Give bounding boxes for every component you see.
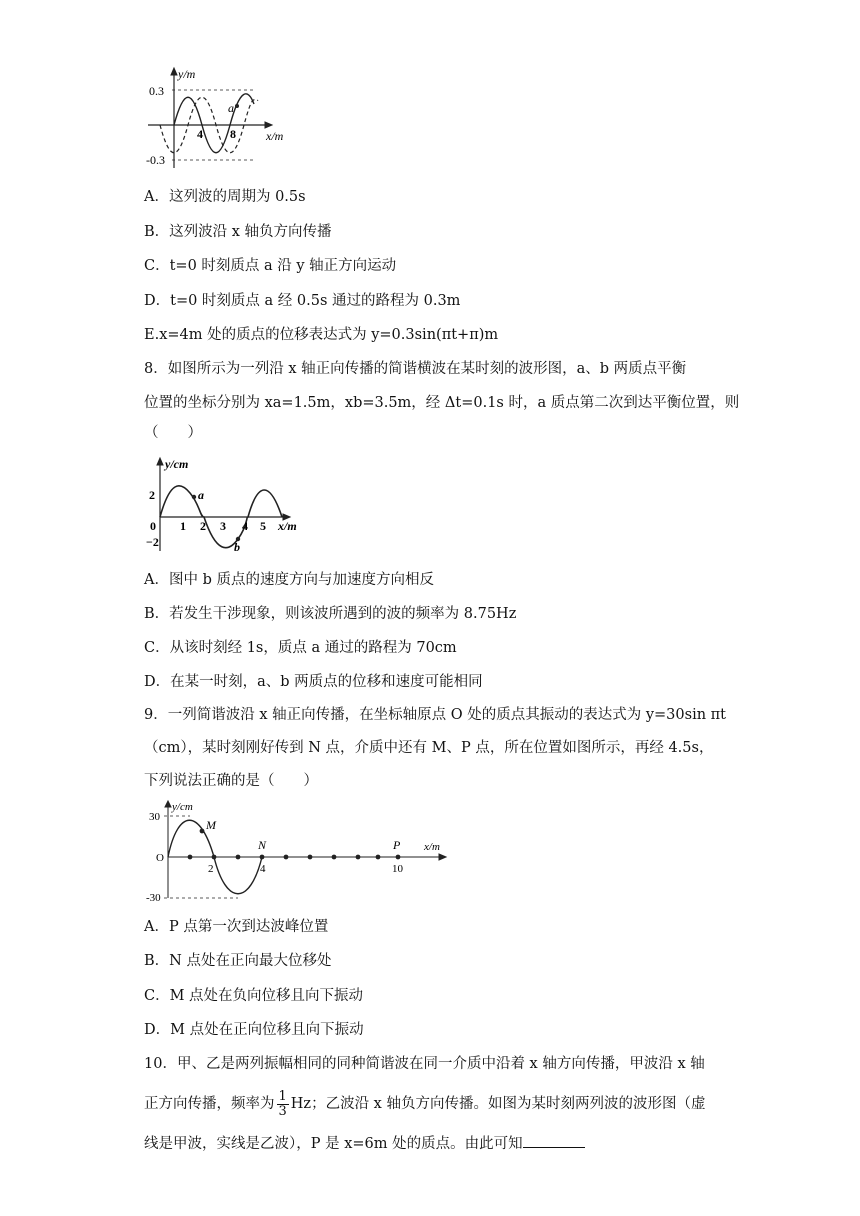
- q9-ytick-neg: -30: [146, 892, 161, 903]
- q8-xlabel: x/m: [278, 519, 297, 533]
- q10-line2-post: Hz；乙波沿 x 轴负方向传播。如图为某时刻两列波的波形图（虚: [290, 1096, 706, 1112]
- q9-xtick-10: 10: [392, 863, 403, 875]
- q8-ylabel: y/cm: [165, 457, 189, 471]
- q8-xtick-1: 1: [180, 519, 186, 533]
- q8-point-a: a: [198, 488, 204, 502]
- q8-ytick-neg: −2: [146, 535, 159, 549]
- q8-option-c: C．从该时刻经 1s，质点 a 通过的路程为 70cm: [144, 640, 457, 656]
- q10-line2-pre: 正方向传播，频率为: [144, 1096, 275, 1112]
- q10-frac-numerator: 1: [278, 1088, 287, 1104]
- q8-stem-line3: （ ）: [144, 425, 202, 441]
- q7-option-a: A．这列波的周期为 0.5s: [144, 189, 306, 205]
- q7-option-e: E.x=4m 处的质点的位移表达式为 y=0.3sin(πt+π)m: [144, 327, 499, 343]
- q9-stem-line2: （cm），某时刻刚好传到 N 点，介质中还有 M、P 点，所在位置如图所示，再经 4.5s，: [144, 740, 714, 756]
- q8-wave-figure: [144, 455, 304, 555]
- q10-line3-text: 线是甲波，实线是乙波），P 是 x=6m 处的质点。由此可知: [144, 1136, 523, 1152]
- q9-point-p: P: [393, 838, 401, 852]
- q9-option-c: C．M 点处在负向位移且向下振动: [144, 988, 364, 1004]
- q7-ylabel: y/m: [178, 67, 196, 81]
- q8-xtick-4: 4: [242, 519, 248, 533]
- q7-ytick-neg: -0.3: [146, 153, 165, 167]
- q7-ytick-pos: 0.3: [149, 84, 164, 98]
- q8-origin: 0: [150, 519, 156, 533]
- q9-option-b: B．N 点处在正向最大位移处: [144, 953, 332, 969]
- q9-xlabel: x/m: [424, 841, 440, 853]
- q8-option-d: D．在某一时刻，a、b 两质点的位移和速度可能相同: [144, 674, 483, 690]
- q9-ylabel: y/cm: [172, 801, 193, 813]
- q7-point-a: a: [228, 101, 234, 115]
- q8-xtick-3: 3: [220, 519, 226, 533]
- q10-stem-line1: 10．甲、乙是两列振幅相同的同种简谐波在同一介质中沿着 x 轴方向传播，甲波沿 x 轴: [144, 1056, 705, 1072]
- q10-stem-line2: [144, 1086, 705, 1122]
- q7-xlabel: x/m: [266, 129, 284, 143]
- q8-point-b: b: [234, 540, 240, 554]
- q8-xtick-2: 2: [200, 519, 206, 533]
- q7-xtick-4: 4: [197, 127, 203, 141]
- q10-stem-line3: [144, 1133, 585, 1154]
- q8-option-b: B．若发生干涉现象，则该波所遇到的波的频率为 8.75Hz: [144, 606, 517, 622]
- q9-option-d: D．M 点处在正向位移且向下振动: [144, 1022, 364, 1038]
- q7-xtick-8: 8: [230, 127, 236, 141]
- q8-xtick-5: 5: [260, 519, 266, 533]
- q7-option-c: C．t=0 时刻质点 a 沿 y 轴正方向运动: [144, 258, 397, 274]
- q9-point-n: N: [258, 838, 267, 852]
- q9-xtick-4: 4: [260, 863, 266, 875]
- q8-stem-line2: 位置的坐标分别为 xa=1.5m，xb=3.5m，经 Δt=0.1s 时，a 质点第二次到达平衡位置，则: [144, 395, 740, 411]
- q9-stem-line1: 9．一列简谐波沿 x 轴正向传播，在坐标轴原点 O 处的质点其振动的表达式为 y=30sin πt: [144, 707, 727, 723]
- q9-ytick-pos: 30: [149, 811, 160, 823]
- q8-ytick-pos: 2: [149, 488, 155, 502]
- q7-option-b: B．这列波沿 x 轴负方向传播: [144, 224, 332, 240]
- q8-stem-line1: 8．如图所示为一列沿 x 轴正向传播的简谐横波在某时刻的波形图，a、b 两质点平衡: [144, 361, 687, 377]
- q10-frequency-fraction: [277, 1090, 289, 1119]
- q10-frac-denominator: 3: [278, 1103, 287, 1119]
- q9-point-m: M: [206, 818, 216, 832]
- q7-wave-figure: [144, 64, 294, 174]
- q9-wave-figure: [144, 798, 454, 903]
- q9-stem-line3: 下列说法正确的是（ ）: [144, 773, 318, 789]
- answer-blank[interactable]: [523, 1133, 585, 1148]
- q9-origin: O: [156, 852, 164, 864]
- q9-option-a: A．P 点第一次到达波峰位置: [144, 919, 329, 935]
- q8-option-a: A．图中 b 质点的速度方向与加速度方向相反: [144, 572, 434, 588]
- q7-option-d: D．t=0 时刻质点 a 经 0.5s 通过的路程为 0.3m: [144, 293, 461, 309]
- q9-xtick-2: 2: [208, 863, 214, 875]
- q7-solid-wave: [174, 94, 254, 153]
